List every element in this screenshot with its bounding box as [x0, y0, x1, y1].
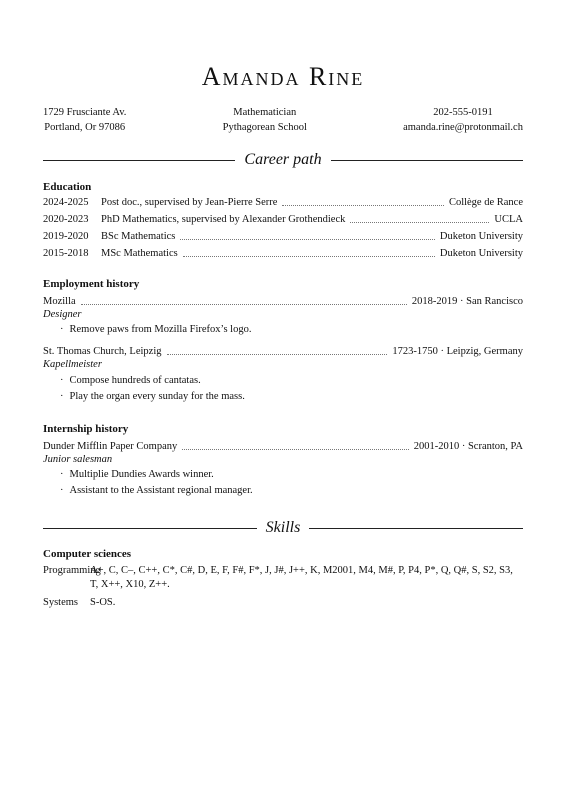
dot-leader: [282, 196, 444, 206]
education-entry: [43, 196, 523, 210]
dot-leader: [180, 230, 435, 240]
job-bullet: [60, 324, 251, 335]
dot-leader: [182, 440, 408, 450]
job-bullet: [60, 391, 245, 402]
divider-line: [43, 528, 257, 529]
job-role: Designer: [43, 309, 82, 320]
job-bullet: [60, 375, 201, 386]
bullet-text: Assistant to the Assistant regional manager.: [69, 485, 253, 496]
employer-name: Mozilla: [43, 296, 76, 307]
divider-line: [43, 160, 235, 161]
skill-row: [43, 564, 523, 592]
section-career-path: [43, 151, 523, 169]
profession-school: Pythagorean School: [222, 122, 307, 133]
employment-entry: [43, 345, 523, 359]
employer-name: Dunder Mifflin Paper Company: [43, 441, 178, 452]
employment-entry: [43, 295, 523, 309]
entry-place: UCLA: [494, 214, 523, 225]
profession: [223, 105, 307, 135]
job-role: Junior salesman: [43, 454, 113, 465]
entry-description: Post doc., supervised by Jean-Pierre Serre: [101, 197, 278, 208]
divider-line: [309, 528, 523, 529]
section-title: Skills: [265, 519, 301, 536]
bullet-mark: ·: [60, 391, 64, 402]
entry-place: Collège de Rance: [448, 197, 523, 208]
education-entry: [43, 213, 523, 227]
employment-heading: Employment history: [43, 278, 140, 290]
job-bullet: [60, 469, 214, 480]
bullet-mark: ·: [60, 485, 64, 496]
entry-date: 2019-2020: [43, 231, 89, 242]
skill-list: A+, C, C–, C++, C*, C#, D, E, F, F#, F*, J, J#, J++, K, M2001, M4, M#, P, P4, P*, Q, Q#, S, S2, S3, T, X++, X10, Z++.: [90, 565, 513, 590]
candidate-name: Amanda Rine: [201, 62, 365, 91]
employer-name: St. Thomas Church, Leipzig: [43, 346, 162, 357]
entry-place: Duketon University: [439, 231, 523, 242]
entry-description: MSc Mathematics: [101, 248, 178, 259]
bullet-text: Remove paws from Mozilla Firefox’s logo.: [69, 324, 252, 335]
entry-date: 2024-2025: [43, 197, 89, 208]
internship-entry: [43, 440, 523, 454]
section-skills: [43, 519, 523, 537]
entry-date: 2020-2023: [43, 214, 89, 225]
email-address[interactable]: amanda.rine@protonmail.ch: [403, 122, 523, 133]
entry-place: Duketon University: [439, 248, 523, 259]
contact-details: [403, 105, 523, 135]
dot-leader: [167, 345, 388, 355]
job-bullet: [60, 485, 253, 496]
employment-period-location: 2018-2019 · San Rancisco: [411, 296, 523, 307]
dot-leader: [183, 247, 435, 257]
education-heading: Education: [43, 181, 92, 193]
bullet-text: Multiplie Dundies Awards winner.: [69, 469, 214, 480]
bullet-mark: ·: [60, 375, 64, 386]
entry-date: 2015-2018: [43, 248, 89, 259]
skill-row: [43, 596, 523, 610]
dot-leader: [350, 213, 489, 223]
skill-category: Programming: [43, 565, 101, 576]
employment-period-location: 1723-1750 · Leipzig, Germany: [392, 346, 523, 357]
bullet-mark: ·: [60, 469, 64, 480]
bullet-mark: ·: [60, 324, 64, 335]
internship-heading: Internship history: [43, 423, 129, 435]
skill-category: Systems: [43, 597, 79, 608]
address-line-2: Portland, Or 97086: [44, 122, 126, 133]
contact-info: [43, 105, 523, 135]
bullet-text: Compose hundreds of cantatas.: [69, 375, 201, 386]
address-line-1: 1729 Frusciante Av.: [43, 107, 127, 118]
entry-description: BSc Mathematics: [101, 231, 176, 242]
skill-list: S-OS.: [90, 597, 116, 608]
section-title: Career path: [244, 151, 322, 168]
education-entry: [43, 230, 523, 244]
internship-period-location: 2001-2010 · Scranton, PA: [413, 441, 523, 452]
education-entry: [43, 247, 523, 261]
profession-title: Mathematician: [233, 107, 297, 118]
computer-sciences-heading: Computer sciences: [43, 548, 132, 560]
entry-description: PhD Mathematics, supervised by Alexander Grothendieck: [101, 214, 346, 225]
address: [43, 105, 126, 135]
job-role: Kapellmeister: [43, 359, 102, 370]
dot-leader: [81, 295, 407, 305]
bullet-text: Play the organ every sunday for the mass.: [69, 391, 245, 402]
divider-line: [331, 160, 523, 161]
phone-number: 202-555-0191: [433, 107, 493, 118]
